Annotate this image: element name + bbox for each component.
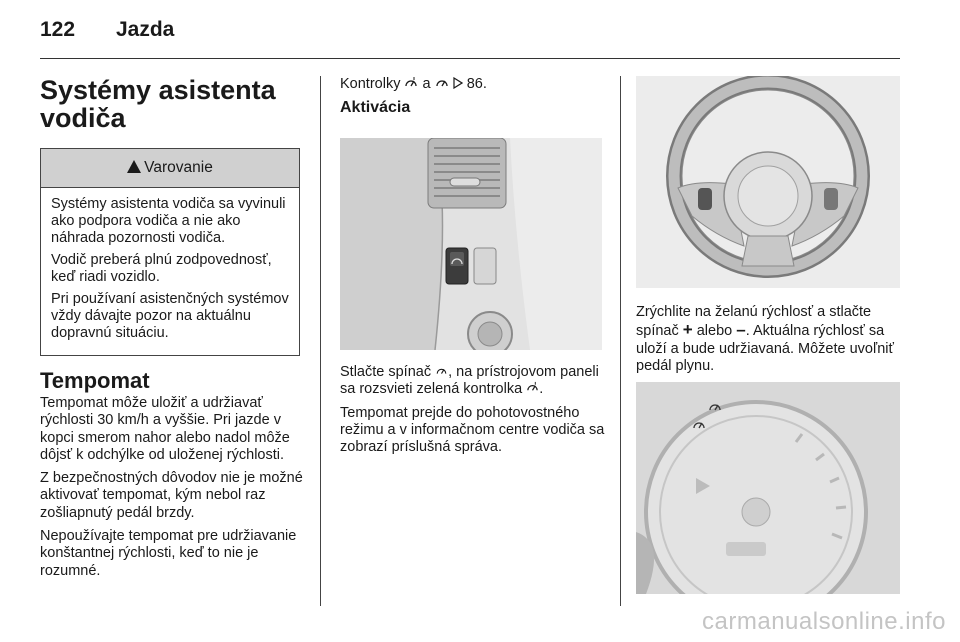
tempomat-text bbox=[40, 395, 310, 586]
page-reference: 86. bbox=[466, 76, 487, 92]
warning-paragraph: Pri používaní asistenčných systémov vždy dávajte pozor na aktuálnu dopravnú situáciu. bbox=[51, 291, 289, 341]
speed-setting-text bbox=[636, 304, 902, 375]
column-divider bbox=[620, 76, 621, 606]
chapter-title: Jazda bbox=[116, 18, 175, 41]
activation-text bbox=[340, 364, 606, 462]
steering-wheel-illustration bbox=[636, 76, 900, 288]
watermark: carmanualsonline.info bbox=[702, 608, 946, 635]
activation-title: Aktivácia bbox=[340, 99, 411, 117]
text-fragment: , na prístrojovom paneli sa rozsvieti zelená kontrolka bbox=[340, 364, 599, 398]
warning-box bbox=[40, 148, 300, 356]
warning-header bbox=[41, 149, 299, 188]
body-paragraph: Nepoužívajte tempomat pre udržiavanie konštantnej rýchlosti, keď to nie je rozumné. bbox=[40, 528, 297, 579]
warning-paragraph: Systémy asistenta vodiča sa vyvinuli ako podpora vodiča a nie ako náhrada pozornosti vodiča. bbox=[51, 196, 286, 246]
minus-switch-icon: – bbox=[736, 320, 746, 340]
instrument-cluster-illustration bbox=[636, 382, 900, 594]
cruise-control-switch-icon bbox=[435, 76, 449, 90]
column-2-header bbox=[340, 76, 606, 123]
warning-title: Varovanie bbox=[144, 159, 213, 176]
text-fragment: Stlačte spínač bbox=[340, 364, 432, 380]
body-paragraph bbox=[340, 364, 606, 399]
plus-switch-icon: + bbox=[682, 320, 693, 340]
warning-paragraph: Vodič preberá plnú zodpovednosť, keď riadi vozidlo. bbox=[51, 252, 272, 285]
section-title: Systémy asistenta vodiča bbox=[40, 75, 276, 133]
page-number: 122 bbox=[40, 18, 76, 41]
body-paragraph: Z bezpečnostných dôvodov nie je možné aktivovať tempomat, kým nebol raz zošliapnutý pedál brzdy. bbox=[40, 470, 303, 521]
column-divider bbox=[320, 76, 321, 606]
text-fragment: alebo bbox=[696, 323, 733, 340]
conjunction: a bbox=[422, 76, 431, 92]
dashboard-switch-illustration bbox=[340, 138, 602, 350]
controls-reference bbox=[340, 76, 606, 93]
body-paragraph: Tempomat môže uložiť a udržiavať rýchlosti 30 km/h a vyššie. Pri jazde v kopci smerom nahor alebo nadol môže dôjsť k odchýlke od uloženej rýchlosti. bbox=[40, 395, 290, 463]
warning-body bbox=[41, 188, 299, 342]
cruise-control-indicator-icon bbox=[526, 381, 539, 394]
cruise-control-switch-icon bbox=[435, 365, 448, 377]
body-paragraph: Tempomat prejde do pohotovostného režimu a v informačnom centre vodiča sa zobrazí príslušná správa. bbox=[340, 404, 605, 456]
warning-triangle-icon: ! bbox=[127, 160, 141, 173]
text-fragment: . bbox=[539, 381, 544, 398]
page-reference-arrow-icon bbox=[453, 77, 463, 89]
text-fragment: . Aktuálna rýchlosť sa uloží a bude udržiavaná. Môžete uvoľniť pedál plynu. bbox=[636, 323, 894, 374]
text-fragment: Zrýchlite na želanú rýchlosť a stlačte spínač bbox=[636, 304, 872, 340]
cruise-control-indicator-icon bbox=[404, 76, 418, 90]
controls-label: Kontrolky bbox=[340, 76, 401, 92]
header-divider bbox=[40, 58, 900, 59]
subsection-title: Tempomat bbox=[40, 368, 150, 393]
